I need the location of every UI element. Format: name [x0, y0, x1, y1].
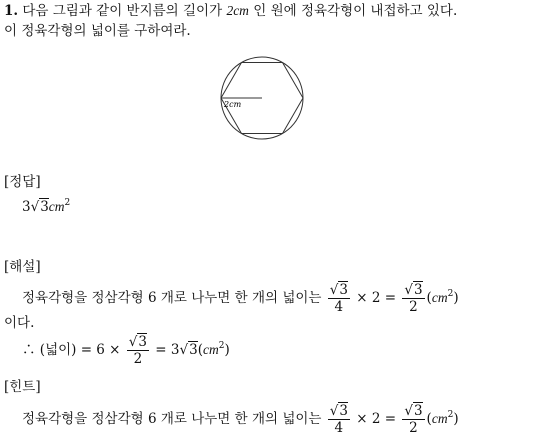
explanation-heading: [해설] [4, 259, 41, 275]
answer-sqrt: √3 [30, 199, 49, 215]
explanation-unit: cm [431, 290, 448, 305]
problem-number: 1. [4, 3, 19, 19]
eq-unit: cm [202, 342, 219, 357]
answer-heading: [정답] [4, 174, 41, 190]
explanation-equation: ∴ (넓이) = 6 × $\frac{√3}{2}$ = $3√3(cm^2)$ [22, 334, 230, 367]
area-label: (넓이) = 6 × [39, 342, 121, 358]
explanation-frac-2: $\frac{√3}{2}$ [404, 282, 423, 315]
hint-times: × 2 = [356, 411, 397, 427]
problem-text-2: 이 정육각형의 넓이를 구하여라. [4, 23, 191, 39]
explanation-line-1: 정육각형을 정삼각형 6 개로 나누면 한 개의 넓이는 $\frac{√3}{4}$ × 2 = $\frac{√3}{2}$ $(cm^2)$ [22, 282, 459, 315]
radius-unit: cm [233, 3, 249, 18]
radius-label: 2cm [224, 100, 242, 109]
eq-sqrt: √3 [179, 342, 198, 358]
therefore-symbol: ∴ [22, 342, 36, 358]
answer-value [22, 194, 70, 216]
hint-frac2-den: 2 [409, 420, 418, 436]
hint-frac1-num: 3 [339, 403, 348, 419]
hint-exp: 2 [447, 410, 454, 420]
problem-line-1 [4, 2, 457, 20]
frac2-num: 3 [413, 282, 423, 298]
equation-frac: $\frac{√3}{2}$ [128, 334, 147, 367]
explanation-text: 정육각형을 정삼각형 6 개로 나누면 한 개의 넓이는 [22, 290, 322, 306]
hint-frac-2: $\frac{√3}{2}$ [404, 403, 423, 436]
hint-text: 정육각형을 정삼각형 6 개로 나누면 한 개의 넓이는 [22, 411, 322, 427]
problem-text-1: 다음 그림과 같이 반지름의 길이가 [22, 3, 223, 19]
frac1-num: 3 [339, 282, 348, 298]
eq-exp: 2 [218, 341, 225, 351]
hexagon-figure [218, 54, 318, 142]
eq-frac-num: 3 [138, 334, 147, 350]
hint-frac2-num: 3 [413, 403, 423, 419]
explanation-exp: 2 [447, 289, 454, 299]
hint-line: 정육각형을 정삼각형 6 개로 나누면 한 개의 넓이는 $\frac{√3}{4}$ × 2 = $\frac{√3}{2}$ $(cm^2)$ [22, 403, 459, 436]
frac1-den: 4 [334, 299, 344, 315]
hint-frac-1: $\frac{√3}{4}$ [329, 403, 348, 436]
answer-exp: 2 [64, 198, 71, 208]
answer-unit: cm [48, 199, 65, 214]
hint-heading: [힌트] [4, 379, 41, 395]
times-op: × 2 = [356, 290, 397, 306]
eq-root: 3 [189, 342, 198, 358]
frac2-den: 2 [409, 299, 418, 315]
answer-root: 3 [40, 199, 49, 215]
hint-frac1-den: 4 [334, 420, 344, 436]
eq-frac-den: 2 [133, 351, 143, 367]
explanation-text-2: 이다. [4, 315, 35, 331]
answer-coef: 3 [22, 199, 31, 215]
problem-line-2 [4, 22, 191, 40]
explanation-frac-1: $\frac{√3}{4}$ [329, 282, 348, 315]
problem-text-1-rest: 인 원에 정육각형이 내접하고 있다. [253, 3, 458, 19]
eq-result: = 3 [155, 342, 180, 358]
radius-value: 2 [226, 3, 234, 18]
hint-unit: cm [431, 411, 448, 426]
